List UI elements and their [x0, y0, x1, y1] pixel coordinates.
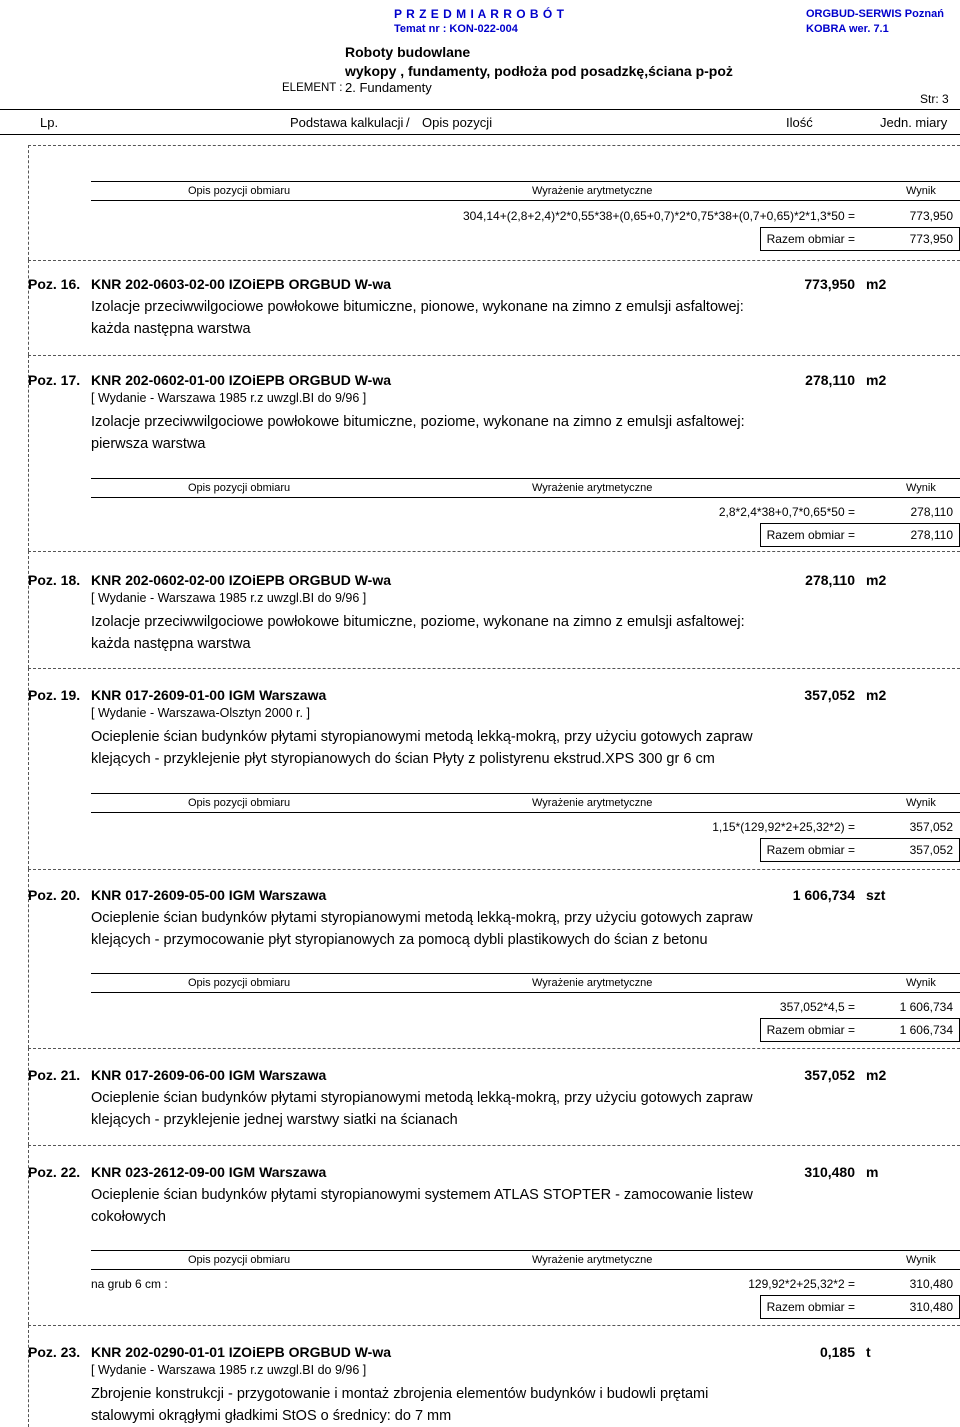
header-bottom-rule: [0, 134, 960, 135]
total-value: 278,110: [910, 528, 953, 542]
measure-header-rule: [91, 1250, 960, 1251]
measure-header-wynik: Wynik: [906, 482, 936, 494]
measure-header-opis: Opis pozycji obmiaru: [188, 977, 291, 989]
total-box-bottom: [760, 546, 960, 547]
measure-header-wynik: Wynik: [906, 977, 936, 989]
item-number: Poz. 23.: [28, 1344, 81, 1360]
company-name: ORGBUD-SERWIS Poznań: [806, 8, 944, 20]
item-description: Ocieplenie ścian budynków płytami styropianowymi systemem ATLAS STOPTER - zamocowanie listew cokołowych: [91, 1187, 753, 1225]
left-dashed-border: [28, 260, 29, 355]
item-quantity: 1 606,734: [792, 887, 855, 903]
section-subtitle: wykopy , fundamenty, podłoża pod posadzkę,ściana p-poż: [345, 63, 733, 79]
measure-expression: 1,15*(129,92*2+25,32*2) =: [712, 820, 855, 834]
item-description: Ocieplenie ścian budynków płytami styropianowymi metodą lekką-mokrą, przy użyciu gotowych zapraw klejących - przyklejenie jednej warstwy siatki na ścianach: [91, 1090, 753, 1128]
item-number: Poz. 21.: [28, 1067, 81, 1083]
total-label: Razem obmiar =: [766, 232, 855, 246]
software-version: KOBRA wer. 7.1: [806, 23, 889, 35]
measure-header-rule: [91, 793, 960, 794]
total-rule: [760, 1295, 960, 1296]
measure-expression: 304,14+(2,8+2,4)*2*0,55*38+(0,65+0,7)*2*0,75*38+(0,7+0,65)*2*1,3*50 =: [463, 209, 855, 223]
item-number: Poz. 22.: [28, 1164, 81, 1180]
measure-expression: 357,052*4,5 =: [779, 1000, 855, 1014]
col-ilosc: Ilość: [786, 115, 813, 130]
measure-result: 773,950: [909, 209, 953, 223]
header-top-rule: [0, 109, 960, 110]
item-number: Poz. 20.: [28, 887, 81, 903]
total-box-left: [760, 1295, 761, 1318]
document-type-title: P R Z E D M I A R R O B Ó T: [394, 7, 565, 21]
item-code: KNR 202-0290-01-01 IZOiEPB ORGBUD W-wa: [91, 1344, 392, 1360]
total-box-bottom: [760, 1041, 960, 1042]
block-separator: [28, 355, 960, 356]
total-label: Razem obmiar =: [766, 1023, 855, 1037]
left-dashed-border: [28, 145, 29, 260]
item-number: Poz. 18.: [28, 572, 81, 588]
measure-result: 357,052: [909, 820, 953, 834]
measure-header-bottom: [91, 200, 960, 201]
measure-result: 1 606,734: [899, 1000, 953, 1014]
measure-description: na grub 6 cm :: [91, 1277, 168, 1291]
temat-number: Temat nr : KON-022-004: [394, 23, 518, 35]
total-value: 310,480: [909, 1300, 953, 1314]
item-quantity: 357,052: [804, 1067, 855, 1083]
measure-header-bottom: [91, 992, 960, 993]
total-value: 1 606,734: [899, 1023, 953, 1037]
measure-header-bottom: [91, 812, 960, 813]
block-separator: [28, 668, 960, 669]
block-separator: [28, 260, 960, 261]
left-dashed-border: [28, 551, 29, 668]
measure-expression: 2,8*2,4*38+0,7*0,65*50 =: [718, 505, 855, 519]
left-dashed-border: [28, 1325, 29, 1427]
item-code: KNR 017-2609-01-00 IGM Warszawa: [91, 687, 327, 703]
total-box-bottom: [760, 250, 960, 251]
measure-header-wyrazenie: Wyrażenie arytmetyczne: [532, 1254, 653, 1266]
item-description: Izolacje przeciwwilgociowe powłokowe bitumiczne, pionowe, wykonane na zimno z emulsji asfaltowej: każda następna warstwa: [91, 299, 744, 337]
measure-header-opis: Opis pozycji obmiaru: [188, 797, 291, 809]
total-box-left: [760, 523, 761, 546]
item-unit: m2: [866, 276, 887, 292]
measure-header-wynik: Wynik: [906, 797, 936, 809]
measure-header-wyrazenie: Wyrażenie arytmetyczne: [532, 797, 653, 809]
total-label: Razem obmiar =: [766, 1300, 855, 1314]
measure-header-wyrazenie: Wyrażenie arytmetyczne: [532, 977, 653, 989]
item-quantity: 357,052: [804, 687, 855, 703]
measure-header-opis: Opis pozycji obmiaru: [188, 1254, 291, 1266]
measure-header-rule: [91, 973, 960, 974]
item-edition: [ Wydanie - Warszawa-Olsztyn 2000 r. ]: [91, 706, 310, 720]
item-edition: [ Wydanie - Warszawa 1985 r.z uwzgl.BI do 9/96 ]: [91, 391, 367, 405]
measure-header-wynik: Wynik: [906, 1254, 936, 1266]
item-code: KNR 023-2612-09-00 IGM Warszawa: [91, 1164, 327, 1180]
block-separator: [28, 1048, 960, 1049]
total-value: 773,950: [909, 232, 953, 246]
item-quantity: 0,185: [819, 1344, 855, 1360]
col-podstawa: Podstawa kalkulacji: [290, 115, 404, 130]
item-description: Ocieplenie ścian budynków płytami styropianowymi metodą lekką-mokrą, przy użyciu gotowych zapraw klejących - przyklejenie płyt styropianowych do ścian Płyty z polistyrenu ekstrud.XPS 300 gr 6 cm: [91, 729, 753, 767]
total-box-left: [760, 227, 761, 250]
col-opis: Opis pozycji: [422, 115, 493, 130]
item-unit: szt: [866, 887, 886, 903]
item-number: Poz. 19.: [28, 687, 81, 703]
item-quantity: 310,480: [804, 1164, 855, 1180]
item-quantity: 278,110: [805, 572, 855, 588]
col-lp: Lp.: [40, 115, 59, 130]
measure-header-wyrazenie: Wyrażenie arytmetyczne: [532, 482, 653, 494]
item-description: Izolacje przeciwwilgociowe powłokowe bitumiczne, poziome, wykonane na zimno z emulsji asfaltowej: pierwsza warstwa: [91, 414, 745, 452]
measure-header-wyrazenie: Wyrażenie arytmetyczne: [532, 185, 653, 197]
total-rule: [760, 838, 960, 839]
item-code: KNR 017-2609-05-00 IGM Warszawa: [91, 887, 327, 903]
item-description: Izolacje przeciwwilgociowe powłokowe bitumiczne, poziome, wykonane na zimno z emulsji asfaltowej: każda następna warstwa: [91, 614, 745, 652]
total-value: 357,052: [909, 843, 953, 857]
col-jedn: Jedn. miary: [880, 115, 948, 130]
item-edition: [ Wydanie - Warszawa 1985 r.z uwzgl.BI do 9/96 ]: [91, 1363, 367, 1377]
measure-header-rule: [91, 478, 960, 479]
total-rule: [760, 523, 960, 524]
measure-header-wynik: Wynik: [906, 185, 936, 197]
element-label: ELEMENT :: [282, 82, 343, 94]
item-unit: m2: [866, 687, 887, 703]
measure-header-rule: [91, 181, 960, 182]
col-separator: /: [406, 115, 410, 130]
item-unit: m2: [866, 572, 887, 588]
item-code: KNR 202-0602-01-00 IZOiEPB ORGBUD W-wa: [91, 372, 392, 388]
element-value: 2. Fundamenty: [345, 80, 432, 95]
item-unit: m2: [866, 1067, 887, 1083]
block-separator: [28, 1145, 960, 1146]
total-box-left: [760, 1018, 761, 1041]
item-quantity: 773,950: [804, 276, 855, 292]
measure-result: 310,480: [909, 1277, 953, 1291]
left-dashed-border: [28, 1048, 29, 1145]
total-box-left: [760, 838, 761, 861]
item-quantity: 278,110: [805, 372, 855, 388]
item-code: KNR 017-2609-06-00 IGM Warszawa: [91, 1067, 327, 1083]
measure-header-bottom: [91, 1269, 960, 1270]
item-unit: m: [866, 1164, 879, 1180]
item-unit: t: [866, 1344, 871, 1360]
total-label: Razem obmiar =: [766, 528, 855, 542]
section-title: Roboty budowlane: [345, 44, 471, 60]
item-description: Ocieplenie ścian budynków płytami styropianowymi metodą lekką-mokrą, przy użyciu gotowych zapraw klejących - przymocowanie płyt styropianowych za pomocą dybli plastikowych do ścian z betonu: [91, 910, 753, 948]
item-code: KNR 202-0603-02-00 IZOiEPB ORGBUD W-wa: [91, 276, 392, 292]
item-edition: [ Wydanie - Warszawa 1985 r.z uwzgl.BI do 9/96 ]: [91, 591, 367, 605]
dashed-rule: [28, 145, 960, 146]
block-separator: [28, 551, 960, 552]
page-number: Str: 3: [920, 92, 949, 106]
block-separator: [28, 1325, 960, 1326]
item-unit: m2: [866, 372, 887, 388]
measure-result: 278,110: [910, 505, 953, 519]
measure-expression: 129,92*2+25,32*2 =: [748, 1277, 855, 1291]
item-number: Poz. 16.: [28, 276, 81, 292]
total-rule: [760, 227, 960, 228]
item-code: KNR 202-0602-02-00 IZOiEPB ORGBUD W-wa: [91, 572, 392, 588]
item-number: Poz. 17.: [28, 372, 81, 388]
total-box-bottom: [760, 861, 960, 862]
measure-header-opis: Opis pozycji obmiaru: [188, 482, 291, 494]
item-description: Zbrojenie konstrukcji - przygotowanie i montaż zbrojenia elementów budynków i budowli prętami stalowymi okrągłymi gładkimi StOS o średnicy: do 7 mm: [91, 1386, 709, 1424]
total-box-bottom: [760, 1318, 960, 1319]
measure-header-bottom: [91, 497, 960, 498]
total-rule: [760, 1018, 960, 1019]
block-separator: [28, 869, 960, 870]
total-label: Razem obmiar =: [766, 843, 855, 857]
measure-header-opis: Opis pozycji obmiaru: [188, 185, 291, 197]
